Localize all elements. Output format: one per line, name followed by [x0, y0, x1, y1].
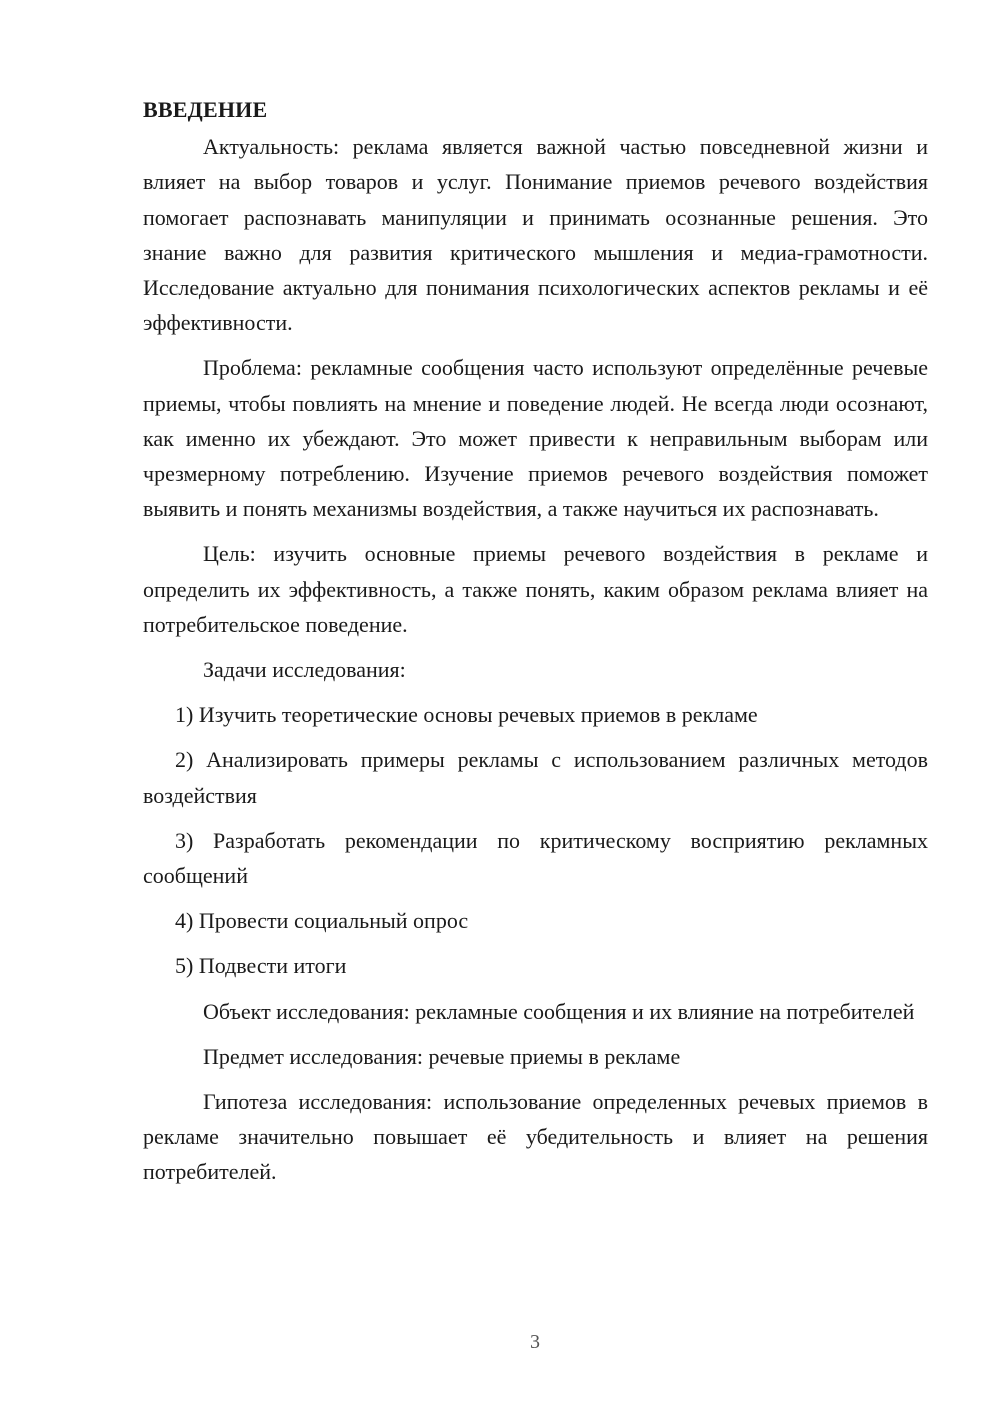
page-number: 3	[530, 1331, 540, 1353]
relevance-paragraph: Актуальность: реклама является важной частью повседневной жизни и влияет на выбор товаров и услуг. Понимание приемов речевого воздействия помогает распознавать манипуляции и принимать осознанные решения. Это знание важно для развития критического мышления и медиа-грамотности. Исследование актуально для понимания психологических аспектов рекламы и её эффективности.	[143, 134, 928, 336]
task-item-3: 3) Разработать рекомендации по критическому восприятию рекламных сообщений	[143, 827, 928, 889]
task-item-1: 1) Изучить теоретические основы речевых приемов в рекламе	[175, 702, 758, 728]
subject-paragraph: Предмет исследования: речевые приемы в рекламе	[203, 1043, 681, 1069]
section-title: ВВЕДЕНИЕ	[143, 97, 268, 122]
problem-paragraph: Проблема: рекламные сообщения часто используют определённые речевые приемы, чтобы повлиять на мнение и поведение людей. Не всегда люди осознают, как именно их убеждают. Это может привести к неправильным выборам или чрезмерному потреблению. Изучение приемов речевого воздействия поможет выявить и понять механизмы воздействия, а также научиться их распознавать.	[143, 355, 928, 522]
hypothesis-paragraph: Гипотеза исследования: использование определенных речевых приемов в рекламе значительно повышает её убедительность и влияет на решения потребителей.	[143, 1089, 928, 1185]
task-item-2: 2) Анализировать примеры рекламы с использованием различных методов воздействия	[143, 747, 928, 808]
object-paragraph: Объект исследования: рекламные сообщения и их влияние на потребителей	[203, 998, 915, 1024]
tasks-heading: Задачи исследования:	[203, 657, 406, 683]
document-body	[143, 92, 928, 1190]
task-item-5: 5) Подвести итоги	[175, 953, 347, 979]
goal-paragraph: Цель: изучить основные приемы речевого воздействия в рекламе и определить их эффективность, а также понять, каким образом реклама влияет на потребительское поведение.	[143, 541, 928, 637]
task-item-4: 4) Провести социальный опрос	[175, 908, 469, 934]
